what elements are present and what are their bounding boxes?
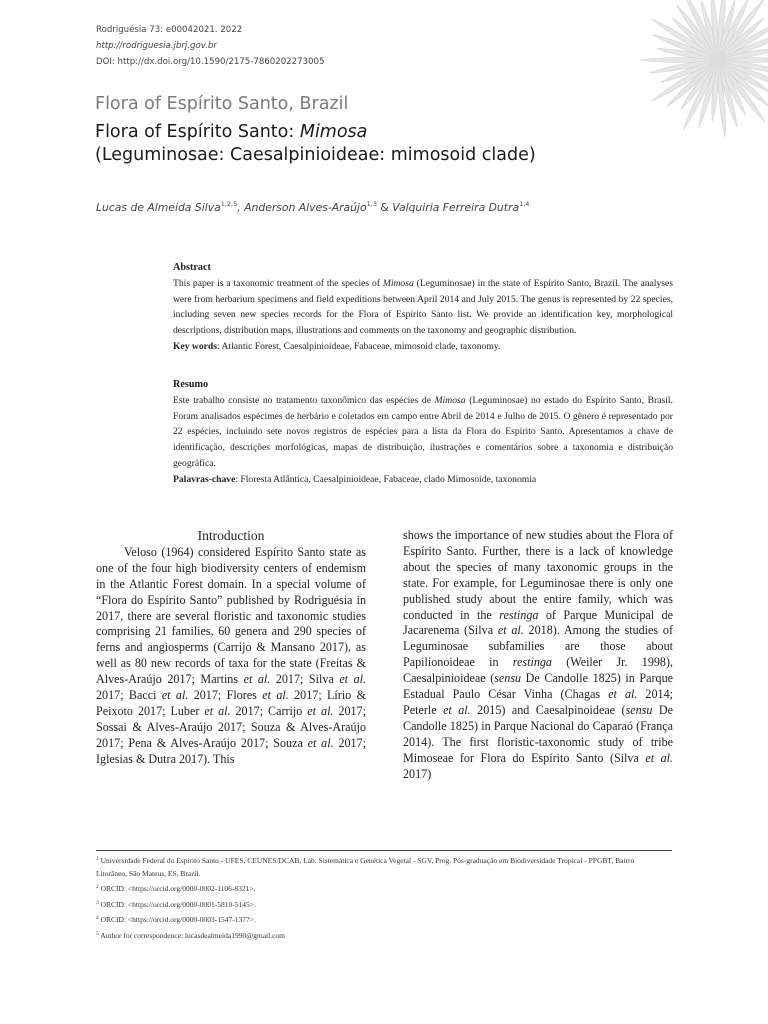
et-al: et al. [645, 750, 674, 765]
et-al: et al. [204, 703, 231, 718]
abstract-heading: Abstract [173, 262, 211, 273]
genus-name: Mimosa [382, 277, 414, 289]
et-al: et al. [243, 672, 271, 687]
text-run: 2017; Flores [188, 688, 263, 703]
resumo-heading: Resumo [173, 379, 209, 390]
journal-url-link[interactable]: http://rodriguesia.jbrj.gov.br [96, 41, 217, 51]
footnote [96, 928, 656, 943]
et-al: et al. [497, 623, 524, 638]
author-name: Valquiria Ferreira Dutra [392, 201, 520, 214]
italic-term: sensu [625, 702, 653, 717]
title-line2: (Leguminosae: Caesalpinioideae: mimosoid clade) [95, 145, 536, 165]
text-run: De Candolle 1825) in Parque Estadual Paulo César Vinha (Chagas [403, 671, 673, 702]
footnote [96, 881, 656, 896]
palavras-chave [173, 472, 673, 488]
italic-term: restinga [499, 607, 539, 622]
author-affiliation: 1,2,5 [220, 200, 238, 208]
text-run: of Parque Municipal de Jacarenema (Silva [403, 607, 674, 638]
footnotes [96, 853, 656, 943]
text-run: 2017; Bacci [96, 688, 162, 703]
title-line1-prefix: Flora of Espírito Santo: [95, 122, 300, 142]
text-run: 2018). Among the studies of Leguminosae subfamilies are those about Papilionoideae in [403, 623, 673, 670]
resumo-section [173, 377, 673, 488]
keywords-label: Key words [173, 340, 217, 352]
text-run: 2017; Sossai & Alves-Araújo 2017; Souza & Alves-Araújo 2017; Pena & Alves-Araújo 2017; Souza [96, 703, 366, 750]
abstract-text [173, 276, 673, 339]
resumo-text-part: (Leguminosae) no estado do Espírito Santo, Brasil. Foram analisados espécimes de herbário e coletados em campo entre Abril de 2014 e Julho de 2015. O gênero é representado por 22 espécies, incluindo sete novos registros de espécies para a lista da Flora do Espírito Santo. Apresentamos a chave de identificação, descrições morfológicas, mapas de distribuição, ilustrações e comentários sobre a taxonomia e distribuição geográfica. [173, 394, 673, 469]
text-run: De Candolle 1825) in Parque Nacional do Caparaó (França 2014). The first floristic-taxonomic study of tribe Mimoseae for Flora do Espírito Santo (Silva [403, 702, 674, 765]
title-genus: Mimosa [299, 122, 368, 142]
text-run: 2017; Silva [270, 672, 340, 687]
text-run: 2017; Carrijo [230, 703, 308, 718]
footnote [96, 897, 656, 912]
author-affiliation: 1,4 [519, 200, 530, 208]
et-al: et al. [443, 702, 471, 717]
footnote-divider [96, 850, 672, 851]
text-run: 2015) and Caesalpinoideae ( [470, 702, 626, 717]
footnote-text[interactable]: ORCID: <https://orcid.org/0000-0003-1547-1377>. [100, 915, 256, 924]
body-column-left [96, 528, 366, 768]
et-al: et al. [608, 687, 638, 702]
footnote-number: 4 [96, 915, 99, 921]
resumo-text-part: Este trabalho consiste no tratamento taxonômico das espécies de [173, 394, 435, 406]
text-run: 2017; Iglesias & Dutra 2017). This [96, 735, 366, 766]
introduction-paragraph-cont [403, 528, 673, 783]
doi-link[interactable]: DOI: http://dx.doi.org/10.1590/2175-7860202273005 [96, 57, 325, 67]
abstract-text-part: (Leguminosae) in the state of Espírito Santo, Brazil. The analyses were from herbarium specimens and field expeditions between April 2014 and July 2015. The genus is represented by 22 species, including seven new species records for the Flora of Espírito Santo list. We provide an identification key, morphological descriptions, distribution maps, illustrations and comments on the taxonomy and geographic distribution. [173, 277, 673, 337]
text-run: 2014; Peterle [403, 687, 673, 717]
author-name: Lucas de Almeida Silva [96, 201, 221, 214]
footnote-number: 2 [96, 884, 99, 890]
footnote-number: 3 [96, 899, 99, 906]
introduction-heading: Introduction [197, 528, 265, 543]
italic-term: restinga [512, 655, 552, 670]
series-title: Flora of Espírito Santo, Brazil [95, 94, 349, 114]
text-run: 2017; Lírio & Peixoto 2017; Luber [96, 688, 366, 718]
abstract-text-part: This paper is a taxonomic treatment of the species of [173, 277, 383, 289]
author-list [96, 200, 529, 214]
journal-citation: Rodriguésia 73: e00042021. 2022 [96, 25, 243, 35]
article-title [95, 121, 536, 167]
palavras-chave-list: : Floresta Atlântica, Caesalpinioideae, Fabaceae, clado Mimosoide, taxonomia [235, 473, 537, 485]
et-al: et al. [307, 735, 334, 750]
logo-center [709, 51, 727, 69]
introduction-paragraph [96, 545, 366, 768]
journal-header [96, 22, 324, 70]
palavras-chave-label: Palavras-chave [173, 473, 236, 485]
author-separator: , [237, 201, 245, 214]
et-al: et al. [307, 703, 334, 718]
genus-name: Mimosa [434, 394, 466, 406]
footnote [96, 853, 656, 880]
footnote [96, 912, 656, 927]
palm-leaf-logo-icon [568, 0, 768, 175]
author-separator: & [376, 201, 393, 214]
et-al: et al. [161, 688, 189, 703]
footnote-text[interactable]: Author for correspondence: lucasdealmeida1990@gmail.com [100, 930, 285, 940]
text-run: Veloso (1964) considered Espírito Santo state as one of the four high biodiversity centers of endemism in the Atlantic Forest domain. In a special volume of “Flora do Espírito Santo” published by Rodriguésia in 2017, there are several floristic and taxonomic studies comprising 21 families, 60 genera and 290 species of ferns and angiosperms (Carrijo & Mansano 2017), as well as 80 new records of taxa for the state (Freitas & Alves-Araújo 2017; Martins [96, 544, 366, 687]
body-column-right [403, 528, 673, 783]
resumo-text [173, 393, 673, 472]
keywords-list: : Atlantic Forest, Caesalpinioideae, Fabaceae, mimosoid clade, taxonomy. [216, 340, 501, 352]
et-al: et al. [339, 672, 367, 687]
footnote-text[interactable]: ORCID: <https://orcid.org/0000-0002-1106-8321>. [100, 884, 256, 893]
text-run: shows the importance of new studies about the Flora of Espírito Santo. Further, there is a lack of knowledge about the species of many taxonomic groups in the state. For example, for Leguminosae there is only one published study about the entire family, which was conducted in the [403, 528, 673, 622]
text-run: 2017) [403, 766, 432, 781]
footnote-text: Universidade Federal do Espírito Santo - UFES, CEUNES/DCAB, Lab. Sistemática e Genética Vegetal - SGV, Prog. Pós-graduação em Biodiversidade Tropical - PPGBT, Bairro Litorâneo, São Mateus, ES, Brazil. [96, 856, 635, 878]
footnote-text[interactable]: ORCID: <https://orcid.org/0000-0001-5810-5145>. [100, 899, 256, 909]
et-al: et al. [262, 688, 289, 703]
keywords [173, 339, 673, 355]
author-name: Anderson Alves-Araújo [244, 201, 367, 214]
footnote-number: 1 [96, 856, 99, 862]
italic-term: sensu [494, 671, 522, 686]
author-affiliation: 1,3 [366, 200, 377, 208]
text-run: (Weiler Jr. 1998), Caesalpinioideae ( [403, 655, 674, 686]
footnote-number: 5 [96, 930, 99, 937]
abstract-section [173, 260, 673, 355]
